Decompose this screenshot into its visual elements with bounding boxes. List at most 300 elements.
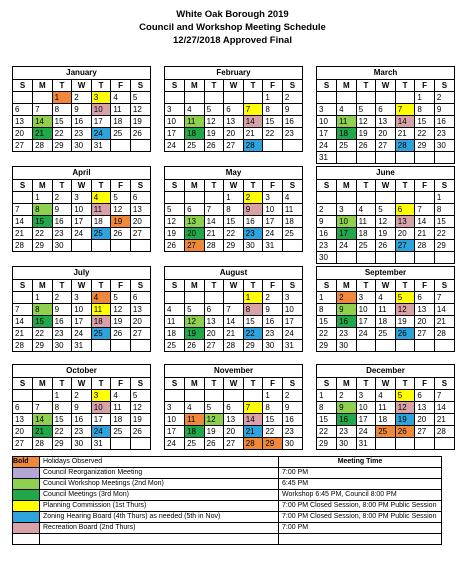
day-cell: 30: [282, 438, 302, 450]
weekday-header: F: [263, 80, 283, 92]
day-cell: 17: [263, 216, 283, 228]
day-cell: [415, 192, 435, 204]
day-cell: 10: [263, 204, 283, 216]
day-cell: 26: [130, 128, 150, 140]
day-cell: [130, 340, 150, 352]
day-cell: [185, 390, 205, 402]
day-cell: 1: [33, 292, 53, 304]
day-cell: [337, 92, 357, 104]
day-cell: 19: [111, 316, 131, 328]
day-cell: 12: [111, 204, 131, 216]
weekday-header: S: [282, 180, 302, 192]
day-cell: 19: [130, 116, 150, 128]
approval-note: 12/27/2018 Approved Final: [173, 35, 292, 46]
day-cell: 1: [52, 390, 72, 402]
day-cell: [415, 152, 435, 164]
day-cell: 17: [72, 216, 92, 228]
weekday-header: T: [243, 280, 263, 292]
day-cell: 18: [356, 228, 376, 240]
day-cell: 14: [224, 316, 244, 328]
legend-time: 7:00 PM Closed Session, 8:00 PM Public Session: [279, 501, 442, 512]
day-cell: [415, 252, 435, 264]
day-cell: 19: [376, 228, 396, 240]
day-cell: [376, 92, 396, 104]
legend-time: Workshop 6:45 PM, Council 8:00 PM: [279, 490, 442, 501]
day-cell: [130, 438, 150, 450]
weekday-header: S: [130, 180, 150, 192]
day-cell: [111, 240, 131, 252]
weekday-header: T: [52, 280, 72, 292]
day-cell: [130, 240, 150, 252]
day-cell: 12: [130, 402, 150, 414]
day-cell: 7: [243, 402, 263, 414]
legend-header-row: [13, 457, 442, 468]
day-cell: 14: [33, 116, 53, 128]
weekday-header: S: [434, 80, 454, 92]
day-cell: 11: [185, 116, 205, 128]
day-cell: 7: [434, 390, 454, 402]
weekday-header: M: [337, 378, 357, 390]
day-cell: 2: [282, 390, 302, 402]
day-cell: 27: [395, 240, 415, 252]
day-cell: 21: [243, 128, 263, 140]
day-cell: 27: [415, 426, 435, 438]
day-cell: 15: [33, 316, 53, 328]
day-cell: 27: [415, 328, 435, 340]
weekday-header: F: [263, 180, 283, 192]
day-cell: 28: [395, 140, 415, 152]
day-cell: 11: [337, 116, 357, 128]
legend-label: Council Reorganization Meeting: [40, 468, 279, 479]
day-cell: 15: [263, 414, 283, 426]
day-cell: 15: [317, 316, 337, 328]
day-cell: 16: [72, 116, 92, 128]
day-cell: 20: [415, 316, 435, 328]
weekday-header: F: [415, 378, 435, 390]
day-cell: 22: [243, 328, 263, 340]
day-cell: [111, 140, 131, 152]
weekday-header: T: [356, 378, 376, 390]
day-cell: 13: [204, 316, 224, 328]
day-cell: 20: [224, 426, 244, 438]
day-cell: 21: [395, 128, 415, 140]
day-cell: 16: [434, 116, 454, 128]
day-cell: [395, 152, 415, 164]
day-cell: 6: [204, 304, 224, 316]
month-name: November: [213, 366, 254, 375]
day-cell: [395, 252, 415, 264]
day-cell: [356, 192, 376, 204]
day-cell: 11: [111, 104, 131, 116]
day-cell: 20: [130, 316, 150, 328]
day-cell: [185, 192, 205, 204]
day-cell: [337, 192, 357, 204]
weekday-header: W: [376, 80, 396, 92]
day-cell: 5: [395, 292, 415, 304]
day-cell: 21: [33, 128, 53, 140]
day-cell: 3: [91, 390, 111, 402]
day-cell: 30: [434, 140, 454, 152]
day-cell: 21: [243, 426, 263, 438]
day-cell: 21: [13, 328, 33, 340]
day-cell: [165, 192, 185, 204]
day-cell: 11: [91, 204, 111, 216]
day-cell: [395, 192, 415, 204]
day-cell: 28: [224, 340, 244, 352]
day-cell: 29: [317, 340, 337, 352]
day-cell: 22: [33, 228, 53, 240]
day-cell: 20: [13, 128, 33, 140]
day-cell: 19: [204, 128, 224, 140]
day-cell: 9: [337, 402, 357, 414]
day-cell: 6: [395, 204, 415, 216]
legend-table: [12, 456, 442, 545]
weekday-header: F: [415, 180, 435, 192]
day-cell: 26: [204, 140, 224, 152]
day-cell: 15: [243, 316, 263, 328]
weekday-header: F: [263, 378, 283, 390]
day-cell: 31: [263, 240, 283, 252]
day-cell: 26: [356, 140, 376, 152]
day-cell: 21: [434, 414, 454, 426]
day-cell: [317, 92, 337, 104]
day-cell: 5: [376, 204, 396, 216]
day-cell: 19: [185, 328, 205, 340]
weekday-header: M: [185, 378, 205, 390]
day-cell: 15: [52, 116, 72, 128]
day-cell: 4: [376, 390, 396, 402]
day-cell: 18: [376, 414, 396, 426]
day-cell: 19: [356, 128, 376, 140]
day-cell: 16: [243, 216, 263, 228]
weekday-header: W: [376, 280, 396, 292]
day-cell: 9: [263, 304, 283, 316]
day-cell: [337, 252, 357, 264]
day-cell: 6: [13, 402, 33, 414]
weekday-header: S: [130, 280, 150, 292]
day-cell: [13, 390, 33, 402]
day-cell: 4: [91, 192, 111, 204]
day-cell: 27: [185, 240, 205, 252]
day-cell: 20: [395, 228, 415, 240]
day-cell: 25: [356, 240, 376, 252]
day-cell: 5: [395, 390, 415, 402]
day-cell: 26: [130, 426, 150, 438]
day-cell: [356, 252, 376, 264]
weekday-header: S: [282, 378, 302, 390]
day-cell: 28: [434, 426, 454, 438]
month-name: September: [364, 268, 407, 277]
weekday-header: F: [111, 180, 131, 192]
day-cell: 9: [243, 204, 263, 216]
day-cell: [204, 390, 224, 402]
month-july: [12, 266, 151, 352]
day-cell: 15: [33, 216, 53, 228]
day-cell: 8: [263, 402, 283, 414]
day-cell: 17: [282, 316, 302, 328]
day-cell: 27: [224, 438, 244, 450]
day-cell: 25: [185, 438, 205, 450]
day-cell: 5: [204, 402, 224, 414]
day-cell: 29: [415, 140, 435, 152]
weekday-header: M: [185, 180, 205, 192]
day-cell: 18: [91, 316, 111, 328]
day-cell: 25: [91, 328, 111, 340]
day-cell: 27: [13, 438, 33, 450]
weekday-header: S: [13, 80, 33, 92]
day-cell: 26: [111, 328, 131, 340]
day-cell: 28: [415, 240, 435, 252]
weekday-header: S: [13, 180, 33, 192]
day-cell: [395, 340, 415, 352]
weekday-header: T: [91, 280, 111, 292]
legend-color-swatch: [13, 479, 40, 490]
day-cell: 5: [111, 292, 131, 304]
day-cell: 2: [52, 292, 72, 304]
day-cell: 8: [52, 104, 72, 116]
legend-time: 6:45 PM: [279, 479, 442, 490]
day-cell: 15: [317, 414, 337, 426]
day-cell: 4: [91, 292, 111, 304]
day-cell: 6: [185, 204, 205, 216]
day-cell: 30: [337, 438, 357, 450]
day-cell: 24: [91, 426, 111, 438]
day-cell: 4: [111, 390, 131, 402]
weekday-header: T: [395, 80, 415, 92]
weekday-header: S: [165, 180, 185, 192]
weekday-header: M: [33, 180, 53, 192]
month-name: October: [66, 366, 97, 375]
day-cell: 16: [282, 116, 302, 128]
day-cell: 19: [165, 228, 185, 240]
day-cell: 7: [13, 204, 33, 216]
day-cell: 13: [130, 304, 150, 316]
day-cell: 10: [72, 204, 92, 216]
weekday-header: S: [434, 180, 454, 192]
weekday-header: T: [395, 280, 415, 292]
day-cell: 18: [282, 216, 302, 228]
day-cell: 19: [395, 414, 415, 426]
day-cell: 14: [243, 116, 263, 128]
day-cell: 20: [13, 426, 33, 438]
weekday-header: W: [224, 180, 244, 192]
weekday-header: T: [204, 80, 224, 92]
day-cell: 11: [165, 316, 185, 328]
day-cell: 19: [111, 216, 131, 228]
schedule-title: Council and Workshop Meeting Schedule: [139, 22, 326, 33]
day-cell: 16: [317, 228, 337, 240]
day-cell: 18: [185, 128, 205, 140]
day-cell: 17: [72, 316, 92, 328]
weekday-header: S: [434, 280, 454, 292]
day-cell: 28: [33, 140, 53, 152]
day-cell: 29: [263, 438, 283, 450]
day-cell: 17: [356, 414, 376, 426]
day-cell: [224, 92, 244, 104]
day-cell: [243, 390, 263, 402]
day-cell: 5: [165, 204, 185, 216]
legend-time: 7:00 PM: [279, 523, 442, 534]
day-cell: 26: [204, 438, 224, 450]
weekday-header: S: [165, 80, 185, 92]
weekday-header: W: [72, 80, 92, 92]
day-cell: [434, 438, 454, 450]
day-cell: [91, 340, 111, 352]
day-cell: 8: [243, 304, 263, 316]
weekday-header: M: [33, 280, 53, 292]
day-cell: 13: [224, 116, 244, 128]
day-cell: 8: [33, 204, 53, 216]
day-cell: 11: [111, 402, 131, 414]
day-cell: [204, 292, 224, 304]
day-cell: 8: [263, 104, 283, 116]
day-cell: 25: [165, 340, 185, 352]
weekday-header: T: [356, 80, 376, 92]
day-cell: [376, 252, 396, 264]
month-name: February: [216, 68, 251, 77]
day-cell: 5: [130, 390, 150, 402]
day-cell: [356, 92, 376, 104]
day-cell: [13, 292, 33, 304]
day-cell: 18: [111, 116, 131, 128]
day-cell: 13: [224, 414, 244, 426]
day-cell: 29: [434, 240, 454, 252]
legend-time: [279, 534, 442, 545]
day-cell: 18: [165, 328, 185, 340]
day-cell: 21: [13, 228, 33, 240]
day-cell: 23: [263, 328, 283, 340]
day-cell: 18: [91, 216, 111, 228]
day-cell: 23: [337, 426, 357, 438]
day-cell: 4: [376, 292, 396, 304]
month-september: [316, 266, 455, 352]
weekday-header: S: [282, 280, 302, 292]
legend-color-swatch: [13, 468, 40, 479]
day-cell: 3: [165, 104, 185, 116]
legend-bold-swatch: Bold: [13, 457, 40, 468]
legend-label: Council Meetings (3rd Mon): [40, 490, 279, 501]
day-cell: [395, 438, 415, 450]
weekday-header: S: [130, 80, 150, 92]
day-cell: [415, 438, 435, 450]
day-cell: 17: [356, 316, 376, 328]
month-name: June: [376, 168, 395, 177]
legend-holidays-label: Holidays Observed: [40, 457, 279, 468]
legend-color-swatch: [13, 534, 40, 545]
day-cell: 19: [395, 316, 415, 328]
day-cell: 30: [72, 438, 92, 450]
day-cell: 1: [415, 92, 435, 104]
weekday-header: T: [91, 80, 111, 92]
day-cell: 20: [185, 228, 205, 240]
day-cell: 6: [415, 390, 435, 402]
day-cell: 24: [337, 240, 357, 252]
month-name: March: [373, 68, 398, 77]
month-january: [12, 66, 151, 152]
weekday-header: T: [91, 180, 111, 192]
day-cell: [376, 152, 396, 164]
day-cell: 6: [13, 104, 33, 116]
day-cell: 15: [415, 116, 435, 128]
weekday-header: W: [72, 378, 92, 390]
day-cell: 25: [111, 128, 131, 140]
day-cell: 10: [91, 402, 111, 414]
day-cell: 17: [317, 128, 337, 140]
day-cell: 11: [356, 216, 376, 228]
day-cell: 14: [33, 414, 53, 426]
day-cell: 28: [33, 438, 53, 450]
day-cell: 14: [243, 414, 263, 426]
legend-label: Recreation Board (2nd Thurs): [40, 523, 279, 534]
day-cell: [204, 92, 224, 104]
legend-color-swatch: [13, 501, 40, 512]
day-cell: 1: [224, 192, 244, 204]
day-cell: 24: [91, 128, 111, 140]
day-cell: [13, 92, 33, 104]
day-cell: 11: [376, 304, 396, 316]
day-cell: 15: [224, 216, 244, 228]
day-cell: 16: [337, 316, 357, 328]
day-cell: 27: [130, 228, 150, 240]
day-cell: 20: [224, 128, 244, 140]
day-cell: 13: [376, 116, 396, 128]
month-march: [316, 66, 455, 164]
day-cell: 20: [376, 128, 396, 140]
day-cell: 22: [33, 328, 53, 340]
day-cell: 30: [317, 252, 337, 264]
day-cell: 2: [72, 390, 92, 402]
weekday-header: S: [317, 280, 337, 292]
weekday-header: T: [204, 180, 224, 192]
day-cell: 2: [243, 192, 263, 204]
legend-row: [13, 490, 442, 501]
month-august: [164, 266, 303, 352]
day-cell: 23: [52, 228, 72, 240]
day-cell: [185, 92, 205, 104]
day-cell: 9: [434, 104, 454, 116]
day-cell: [395, 92, 415, 104]
day-cell: 26: [376, 240, 396, 252]
weekday-header: W: [72, 180, 92, 192]
day-cell: 3: [337, 204, 357, 216]
day-cell: 2: [337, 292, 357, 304]
day-cell: 4: [185, 104, 205, 116]
day-cell: 22: [224, 228, 244, 240]
legend-row: [13, 534, 442, 545]
weekday-header: S: [13, 378, 33, 390]
day-cell: [356, 152, 376, 164]
day-cell: 21: [224, 328, 244, 340]
month-june: [316, 166, 455, 264]
day-cell: 8: [224, 204, 244, 216]
weekday-header: F: [111, 280, 131, 292]
day-cell: 17: [91, 414, 111, 426]
weekday-header: S: [130, 378, 150, 390]
month-name: August: [219, 268, 248, 277]
day-cell: 16: [52, 216, 72, 228]
day-cell: 16: [337, 414, 357, 426]
weekday-header: M: [33, 80, 53, 92]
day-cell: [376, 340, 396, 352]
day-cell: [165, 292, 185, 304]
day-cell: 22: [434, 228, 454, 240]
month-november: [164, 364, 303, 450]
day-cell: 4: [282, 192, 302, 204]
day-cell: 12: [395, 304, 415, 316]
day-cell: 12: [356, 116, 376, 128]
day-cell: 31: [356, 438, 376, 450]
legend-label: Planning Commission (1st Thurs): [40, 501, 279, 512]
